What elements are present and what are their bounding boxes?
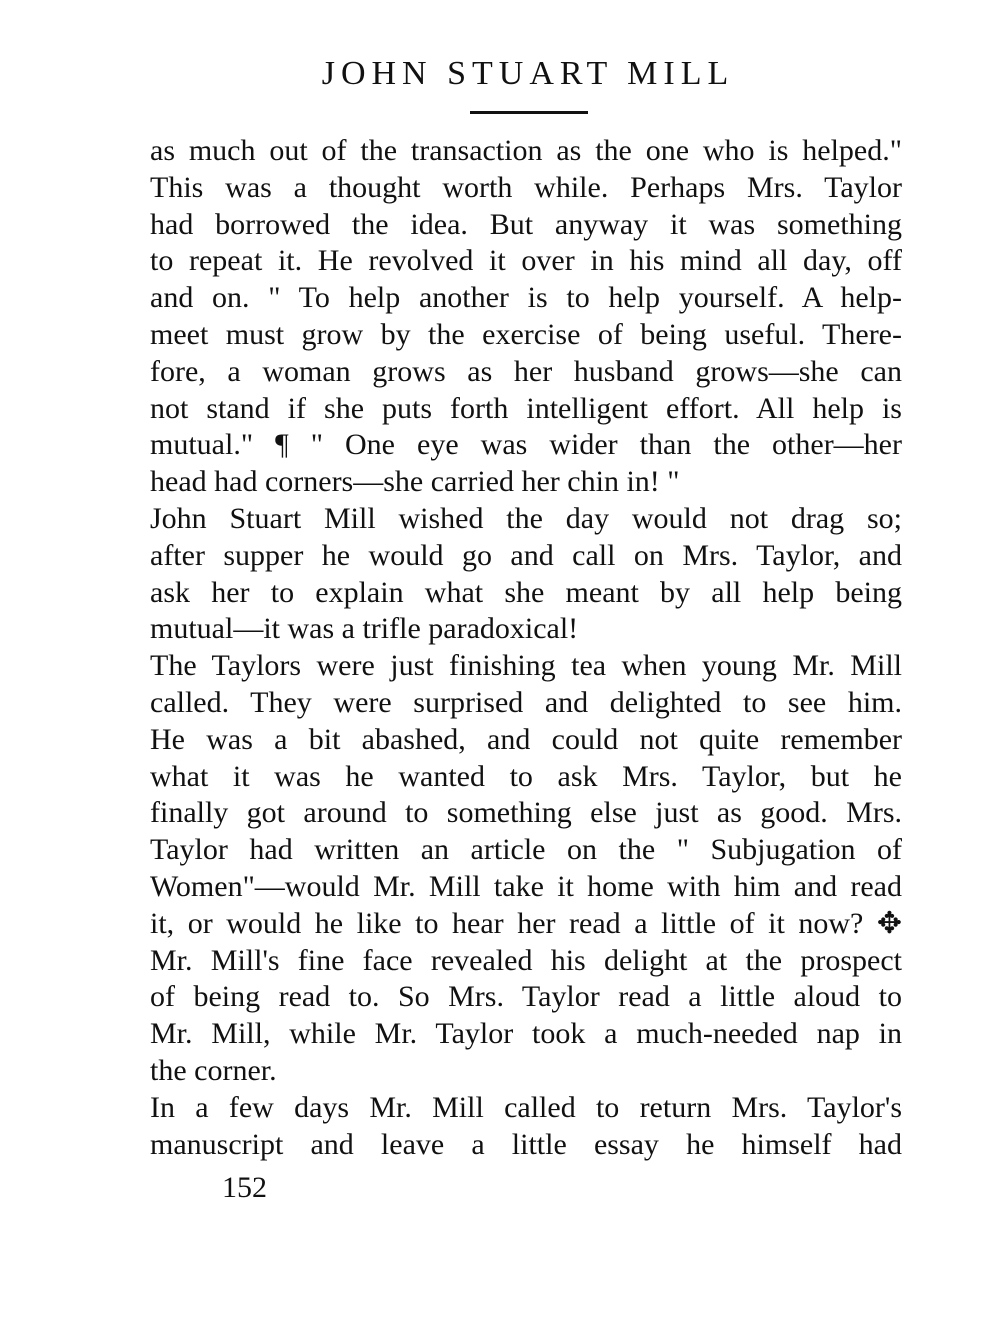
text-line: John Stuart Mill wished the day would not drag so;: [150, 501, 902, 535]
text-line: after supper he would go and call on Mrs. Taylor, and: [150, 538, 902, 572]
running-head: JOHN STUART MILL: [321, 55, 735, 92]
text-line: as much out of the transaction as the one who is helped.": [150, 134, 902, 167]
head-rule: [470, 111, 588, 114]
text-line: what it was he wanted to ask Mrs. Taylor, but he: [150, 759, 902, 793]
text-line: mutual." ¶ " One eye was wider than the other—her: [150, 428, 902, 462]
text-line: it, or would he like to hear her read a little of it now? ✥: [150, 906, 902, 940]
text-line: Mr. Mill's fine face revealed his delight at the prospect: [150, 943, 902, 977]
page-number: 152: [222, 1171, 267, 1204]
text-line: He was a bit abashed, and could not quite remember: [150, 722, 902, 756]
text-line: manuscript and leave a little essay he himself had: [150, 1127, 902, 1161]
text-line: The Taylors were just finishing tea when young Mr. Mill: [150, 649, 902, 683]
text-line: In a few days Mr. Mill called to return Mrs. Taylor's: [150, 1090, 902, 1124]
body-text: [150, 133, 902, 1163]
text-line: meet must grow by the exercise of being useful. There-: [150, 317, 902, 351]
text-line: not stand if she puts forth intelligent effort. All help is: [150, 391, 902, 425]
text-line: to repeat it. He revolved it over in his mind all day, off: [150, 244, 902, 278]
text-line: Women"—would Mr. Mill take it home with him and read: [150, 869, 902, 903]
text-line: and on. " To help another is to help yourself. A help-: [150, 281, 902, 315]
text-line: This was a thought worth while. Perhaps Mrs. Taylor: [150, 170, 902, 204]
text-line: finally got around to something else just as good. Mrs.: [150, 796, 902, 830]
text-line: called. They were surprised and delighted to see him.: [150, 685, 902, 719]
text-line: fore, a woman grows as her husband grows—she can: [150, 354, 902, 388]
text-line: had borrowed the idea. But anyway it was something: [150, 207, 902, 241]
text-line: Mr. Mill, while Mr. Taylor took a much-needed nap in: [150, 1017, 902, 1051]
text-line: mutual—it was a trifle paradoxical!: [150, 612, 579, 646]
text-line: Taylor had written an article on the " Subjugation of: [150, 833, 902, 867]
text-line: of being read to. So Mrs. Taylor read a little aloud to: [150, 980, 902, 1014]
text-line: the corner.: [150, 1053, 277, 1087]
text-line: head had corners—she carried her chin in! ": [150, 465, 680, 499]
text-line: ask her to explain what she meant by all help being: [150, 575, 902, 609]
